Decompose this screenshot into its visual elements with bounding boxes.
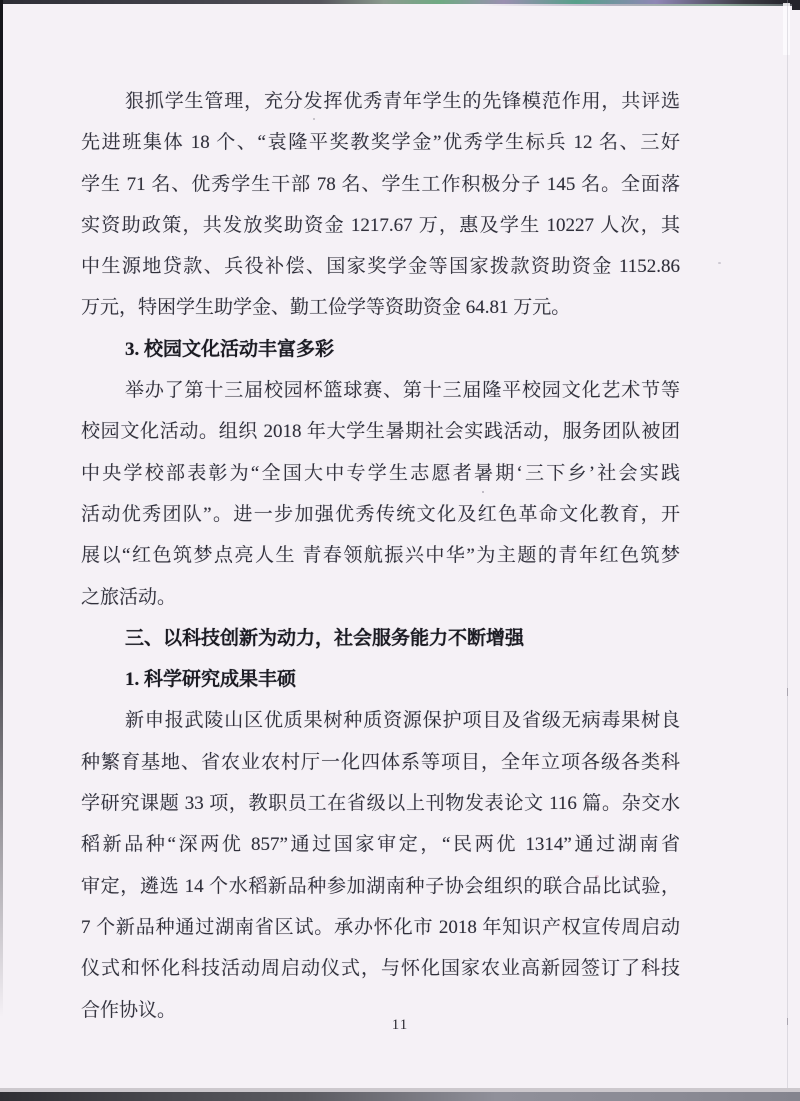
text-column — [81, 81, 680, 1031]
scan-edge-top-smear — [480, 4, 800, 6]
text-line: 校园文化活动。组织 2018 年大学生暑期社会实践活动，服务团队被团 — [81, 421, 680, 443]
scan-line-right — [787, 0, 788, 1092]
text-line: 种繁育基地、省农业农村厅一化四体系等项目，全年立项各级各类科 — [81, 751, 680, 773]
text-line: 万元，特困学生助学金、勤工俭学等资助资金 64.81 万元。 — [81, 297, 571, 319]
page-number: 11 — [391, 1017, 409, 1033]
scan-speck — [718, 262, 721, 264]
text-line: 新申报武陵山区优质果树种质资源保护项目及省级无病毒果树良 — [125, 710, 680, 732]
paragraph-student-management — [81, 81, 680, 329]
scan-band-bottom — [0, 1092, 800, 1101]
scan-edge-left — [0, 0, 3, 1060]
text-line: 活动优秀团队”。进一步加强优秀传统文化及红色革命文化教育，开 — [81, 503, 680, 525]
section-heading-science-service: 三、以科技创新为动力，社会服务能力不断增强 — [125, 627, 525, 649]
text-line: 展以“红色筑梦点亮人生 青春领航振兴中华”为主题的青年红色筑梦 — [81, 545, 680, 567]
scan-corner-top-right — [792, 0, 800, 10]
text-line: 先进班集体 18 个、“袁隆平奖教奖学金”优秀学生标兵 12 名、三好 — [81, 132, 680, 154]
text-line: 学生 71 名、优秀学生干部 78 名、学生工作积极分子 145 名。全面落 — [81, 173, 680, 195]
paragraph-research-achievements — [81, 700, 680, 1030]
text-line: 中生源地贷款、兵役补偿、国家奖学金等国家拨款资助资金 1152.86 — [81, 256, 680, 278]
scan-dash-right-1 — [787, 688, 788, 696]
text-line: 稻新品种“深两优 857”通过国家审定，“民两优 1314”通过湖南省 — [81, 834, 680, 856]
text-line: 学研究课题 33 项，教职员工在省级以上刊物发表论文 116 篇。杂交水 — [81, 793, 680, 815]
section-heading-research-achievements: 1. 科学研究成果丰硕 — [125, 669, 297, 691]
text-line: 狠抓学生管理，充分发挥优秀青年学生的先锋模范作用，共评选 — [125, 91, 680, 112]
text-line: 合作协议。 — [81, 999, 177, 1021]
text-line: 之旅活动。 — [81, 586, 177, 608]
text-line: 实资助政策，共发放奖助资金 1217.67 万，惠及学生 10227 人次，其 — [81, 214, 680, 236]
text-line: 中央学校部表彰为“全国大中专学生志愿者暑期‘三下乡’社会实践 — [81, 462, 680, 484]
paragraph-campus-culture — [81, 370, 680, 618]
text-line: 审定，遴选 14 个水稻新品种参加湖南种子协会组织的联合品比试验， — [81, 875, 680, 897]
text-line: 仪式和怀化科技活动周启动仪式，与怀化国家农业高新园签订了科技 — [81, 958, 680, 980]
text-line: 举办了第十三届校园杯篮球赛、第十三届隆平校园文化艺术节等 — [125, 380, 680, 402]
section-heading-campus-culture: 3. 校园文化活动丰富多彩 — [125, 338, 335, 360]
text-line: 7 个新品种通过湖南省区试。承办怀化市 2018 年知识产权宣传周启动 — [81, 916, 680, 938]
